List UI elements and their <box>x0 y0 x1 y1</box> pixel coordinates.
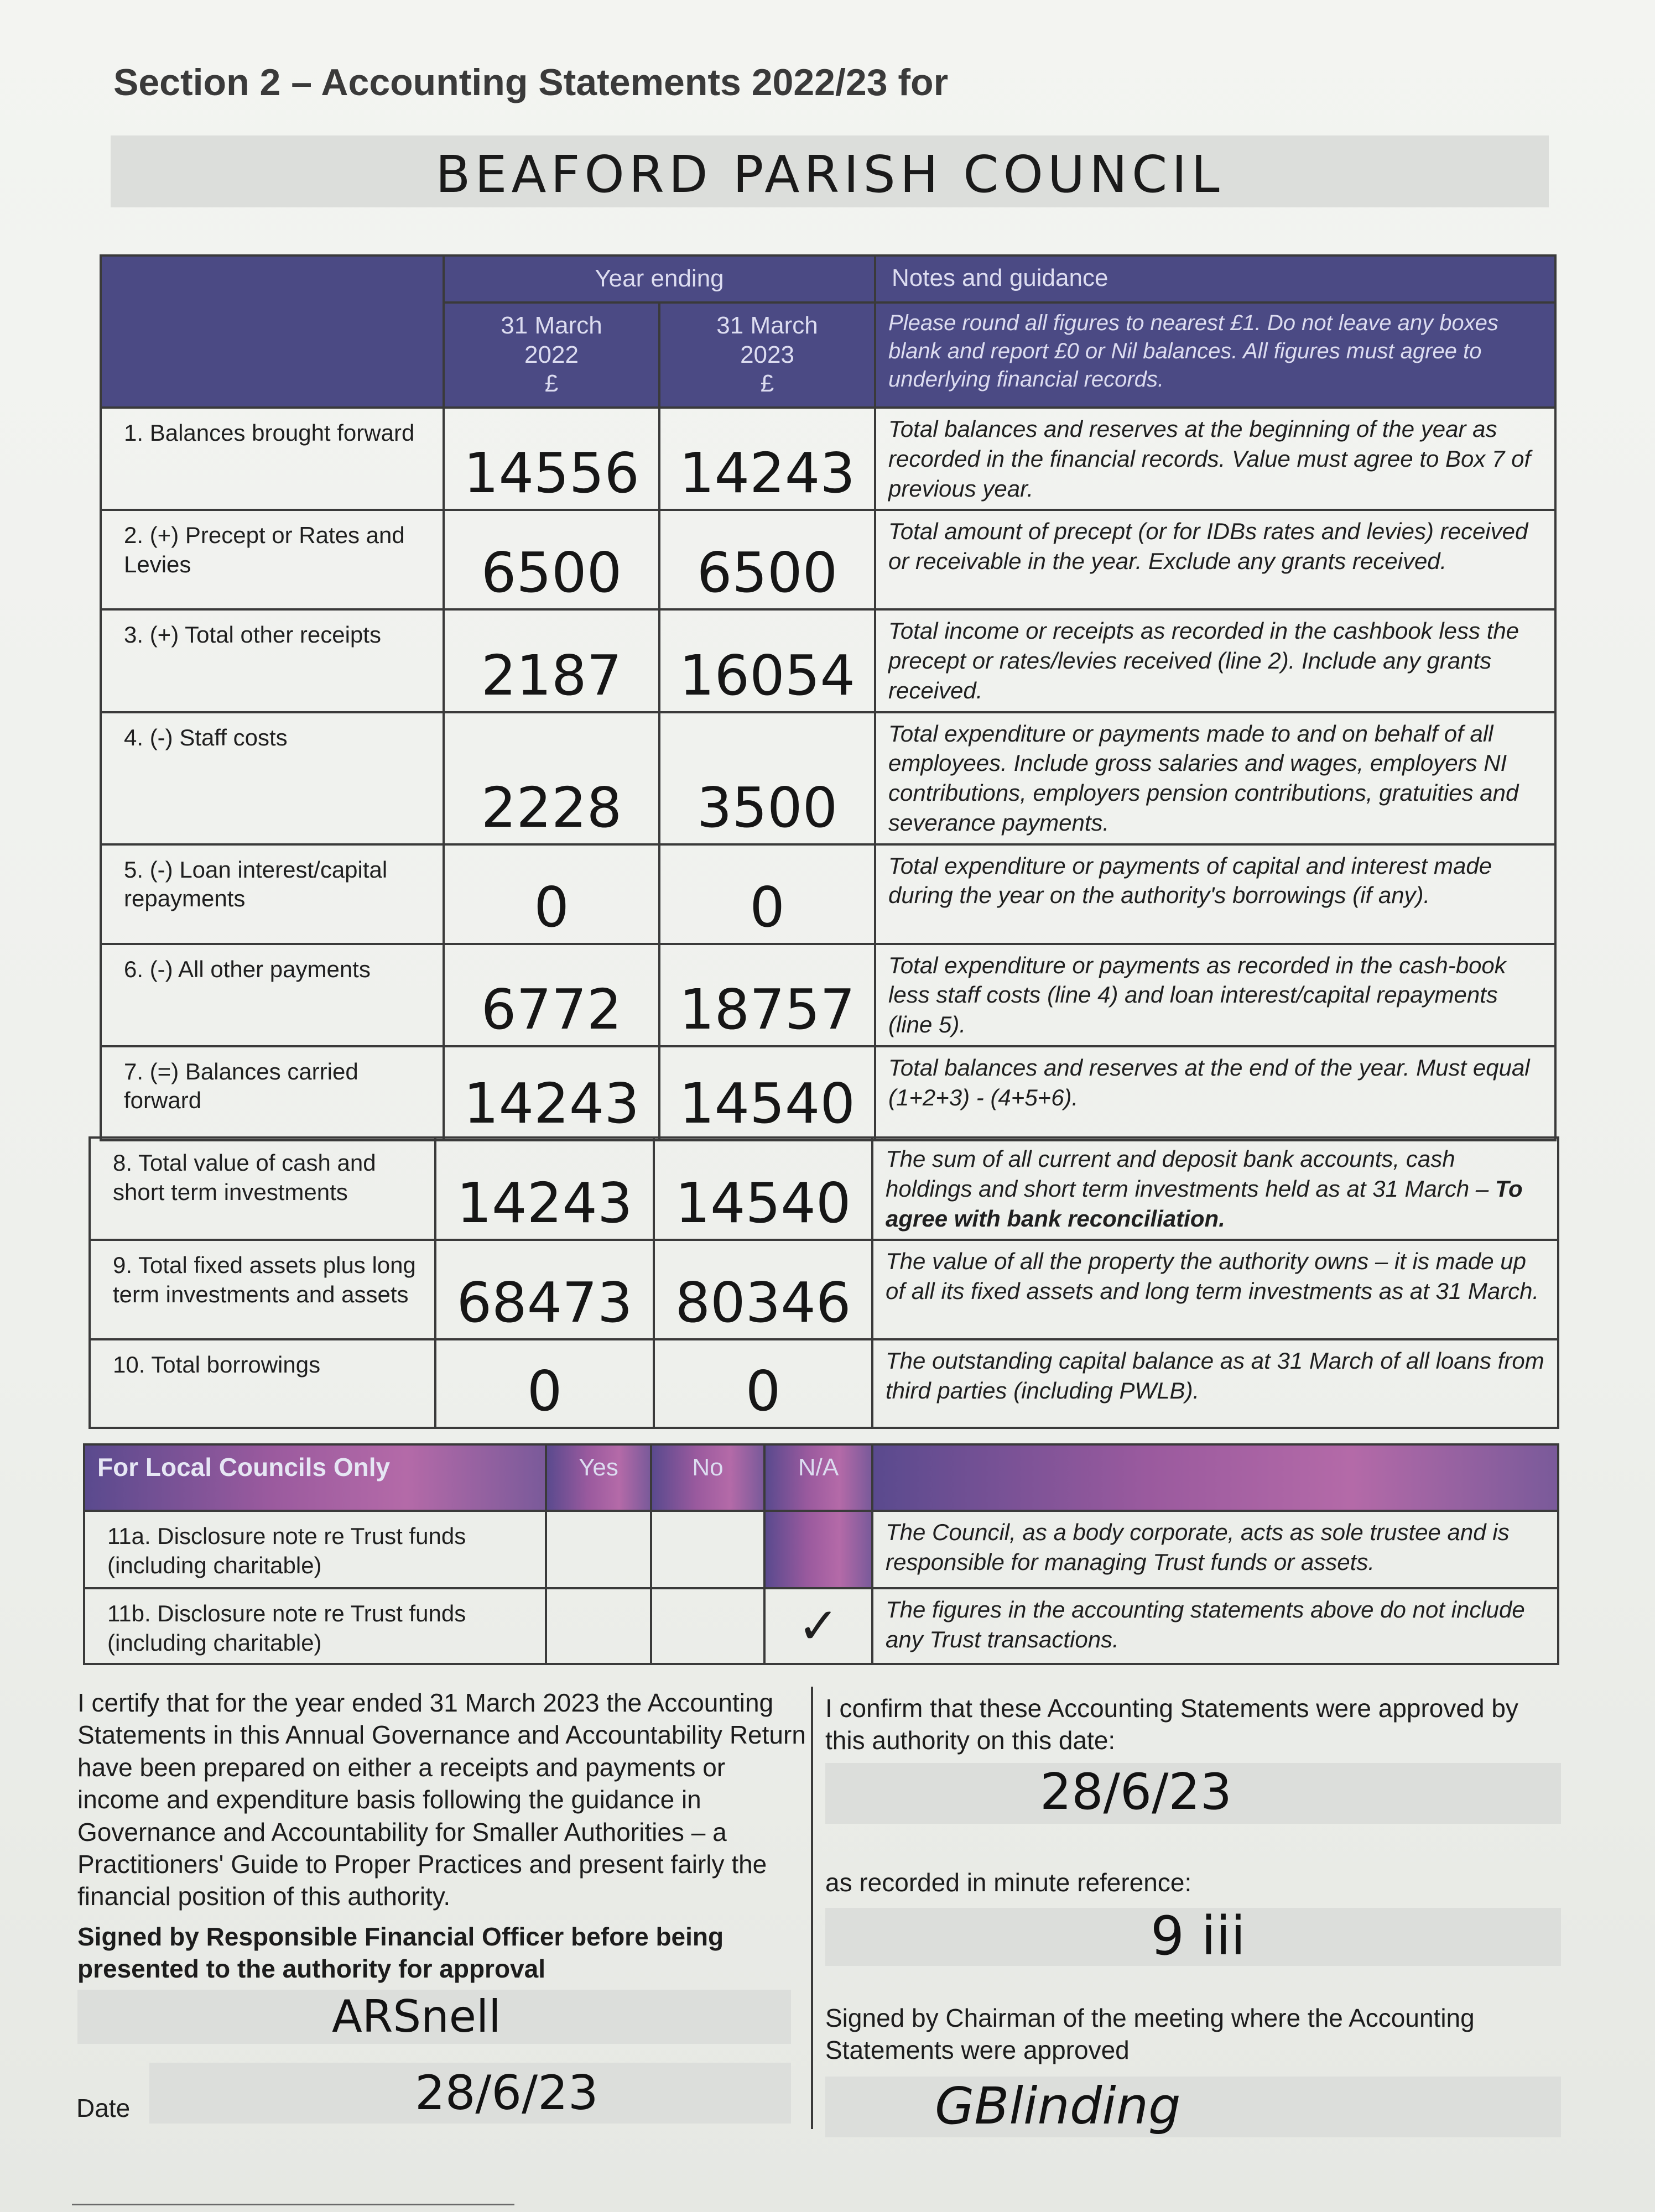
chair-signed-label: Signed by Chairman of the meeting where the Accounting Statements were approved <box>825 2004 1475 2065</box>
row-label: 5. (-) Loan interest/capital repayments <box>124 856 388 912</box>
table-row <box>101 844 1555 944</box>
na-checkbox[interactable] <box>764 1511 872 1588</box>
approval-block <box>825 1692 1561 1757</box>
rfo-signature: ARSnell <box>332 1991 501 2042</box>
row-note: The figures in the accounting statements above do not include any Trust transactions. <box>886 1597 1525 1652</box>
table-row <box>101 944 1555 1046</box>
rfo-signed-label: Signed by Responsible Financial Officer before being presented to the authority for approval <box>77 1922 724 1984</box>
row-note: Total balances and reserves at the beginning of the year as recorded in the financial records. Value must agree to Box 7 of previous year. <box>888 416 1531 502</box>
value-2022: 6500 <box>481 540 622 606</box>
no-checkbox[interactable] <box>651 1511 764 1588</box>
value-2022: 0 <box>527 1359 563 1424</box>
chair-block <box>825 2002 1561 2067</box>
table-row <box>90 1138 1558 1240</box>
no-checkbox[interactable] <box>651 1588 764 1664</box>
year-ending-header: Year ending <box>444 255 875 302</box>
col-2022-header: 31 March 2022 £ <box>444 302 659 408</box>
minute-label: as recorded in minute reference: <box>825 1868 1192 1897</box>
row-label: 11b. Disclosure note re Trust funds (including charitable) <box>107 1600 466 1656</box>
row-label: 6. (-) All other payments <box>124 956 371 982</box>
value-2022: 14556 <box>463 441 640 506</box>
row-label: 10. Total borrowings <box>113 1352 321 1378</box>
row-note-bold: To agree with bank reconciliation. <box>886 1175 1523 1232</box>
notes-intro: Please round all figures to nearest £1. Do not leave any boxes blank and report £0 or Nil balances. All figures must agree to underlying financial records. <box>875 302 1555 408</box>
row-label: 4. (-) Staff costs <box>124 724 288 750</box>
value-2023: 14243 <box>679 441 856 506</box>
value-2023: 3500 <box>696 775 838 840</box>
row-label: 3. (+) Total other receipts <box>124 622 381 648</box>
check-icon: ✓ <box>797 1599 840 1654</box>
value-2023: 16054 <box>679 643 856 708</box>
value-2023: 6500 <box>696 540 838 606</box>
col-2023-header: 31 March 2023 £ <box>659 302 875 408</box>
header-blank-cell <box>101 255 444 408</box>
approved-date: 28/6/23 <box>1040 1763 1232 1821</box>
value-2022: 14243 <box>456 1171 633 1236</box>
certification-block <box>77 1687 813 1985</box>
row-note: Total amount of precept (or for IDBs rates and levies) received or receivable in the year. Exclude any grants received. <box>888 518 1528 575</box>
row-note: Total expenditure or payments made to and on behalf of all employees. Include gross salaries and wages, employers NI contributions, employers pension contributions, gratuities and severance payments. <box>888 720 1519 836</box>
section-title: Section 2 – Accounting Statements 2022/23 for <box>113 61 949 103</box>
local-councils-header: For Local Councils Only <box>84 1444 546 1511</box>
certification-text: I certify that for the year ended 31 March 2023 the Accounting Statements in this Annual Governance and Accountability Return have been prepared on either a receipts and payments or income and expenditure basis following the guidance in Governance and Accountability for Smaller Authorities – a Practitioners' Guide to Proper Practices and present fairly the financial position of this authority. <box>77 1688 806 1911</box>
yes-checkbox[interactable] <box>546 1588 651 1664</box>
value-2022: 2187 <box>481 643 622 708</box>
na-header: N/A <box>764 1444 872 1511</box>
value-2023: 0 <box>750 874 785 940</box>
minute-block <box>825 1866 1561 1898</box>
cash-assets-table <box>89 1136 1559 1429</box>
value-2023: 80346 <box>675 1270 851 1335</box>
table-row <box>84 1511 1558 1588</box>
table-row <box>101 408 1555 510</box>
yes-checkbox[interactable] <box>546 1511 651 1588</box>
column-divider <box>811 1687 813 2129</box>
bottom-rule <box>72 2204 514 2205</box>
row-label: 9. Total fixed assets plus long term investments and assets <box>113 1252 416 1307</box>
date-label: Date <box>76 2094 131 2122</box>
local-councils-header-blank <box>872 1444 1558 1511</box>
approval-confirm-text: I confirm that these Accounting Statements were approved by this authority on this date: <box>825 1694 1518 1755</box>
value-2022: 14243 <box>463 1071 640 1136</box>
minute-reference: 9 iii <box>1151 1905 1246 1967</box>
row-note: Total expenditure or payments as recorded in the cash-book less staff costs (line 4) and loan interest/capital repayments (line 5). <box>888 952 1506 1038</box>
row-note: The value of all the property the authority owns – it is made up of all its fixed assets and long term investments as at 31 March. <box>886 1248 1539 1304</box>
row-note: The outstanding capital balance as at 31 March of all loans from third parties (including PWLB). <box>886 1348 1544 1404</box>
table-row <box>90 1339 1558 1428</box>
value-2023: 14540 <box>675 1171 851 1236</box>
row-label: 11a. Disclosure note re Trust funds (including charitable) <box>107 1523 466 1578</box>
rfo-date: 28/6/23 <box>415 2065 598 2121</box>
table-row <box>90 1240 1558 1339</box>
value-2023: 14540 <box>679 1071 856 1136</box>
table-row <box>101 510 1555 609</box>
table-row <box>101 1046 1555 1140</box>
row-note: The Council, as a body corporate, acts as sole trustee and is responsible for managing Trust funds or assets. <box>886 1519 1510 1575</box>
accounting-statements-table <box>100 254 1557 1141</box>
value-2022: 6772 <box>481 977 622 1042</box>
row-label: 8. Total value of cash and short term investments <box>113 1150 376 1205</box>
row-note: The sum of all current and deposit bank accounts, cash holdings and short term investments held as at 31 March – To agree with bank reconciliation. <box>886 1146 1523 1232</box>
row-note: Total balances and reserves at the end of the year. Must equal (1+2+3) - (4+5+6). <box>888 1054 1530 1110</box>
yes-header: Yes <box>546 1444 651 1511</box>
table-row <box>84 1588 1558 1664</box>
notes-header: Notes and guidance <box>875 255 1555 302</box>
row-note: Total income or receipts as recorded in the cashbook less the precept or rates/levies received (line 2). Include any grants received. <box>888 618 1519 703</box>
value-2022: 68473 <box>456 1270 633 1335</box>
row-note: Total expenditure or payments of capital and interest made during the year on the authority's borrowings (if any). <box>888 852 1492 909</box>
row-label: 2. (+) Precept or Rates and Levies <box>124 522 405 577</box>
value-2022: 2228 <box>481 775 622 840</box>
chair-signature: GBlinding <box>935 2077 1181 2136</box>
no-header: No <box>651 1444 764 1511</box>
value-2022: 0 <box>534 874 569 940</box>
authority-name: BEAFORD PARISH COUNCIL <box>435 144 1224 204</box>
value-2023: 18757 <box>679 977 856 1042</box>
table-row <box>101 712 1555 844</box>
local-councils-table <box>83 1443 1559 1665</box>
na-checkbox[interactable] <box>764 1588 872 1664</box>
row-label: 1. Balances brought forward <box>124 420 415 446</box>
table-row <box>101 609 1555 712</box>
value-2023: 0 <box>745 1359 781 1424</box>
row-label: 7. (=) Balances carried forward <box>124 1058 358 1114</box>
